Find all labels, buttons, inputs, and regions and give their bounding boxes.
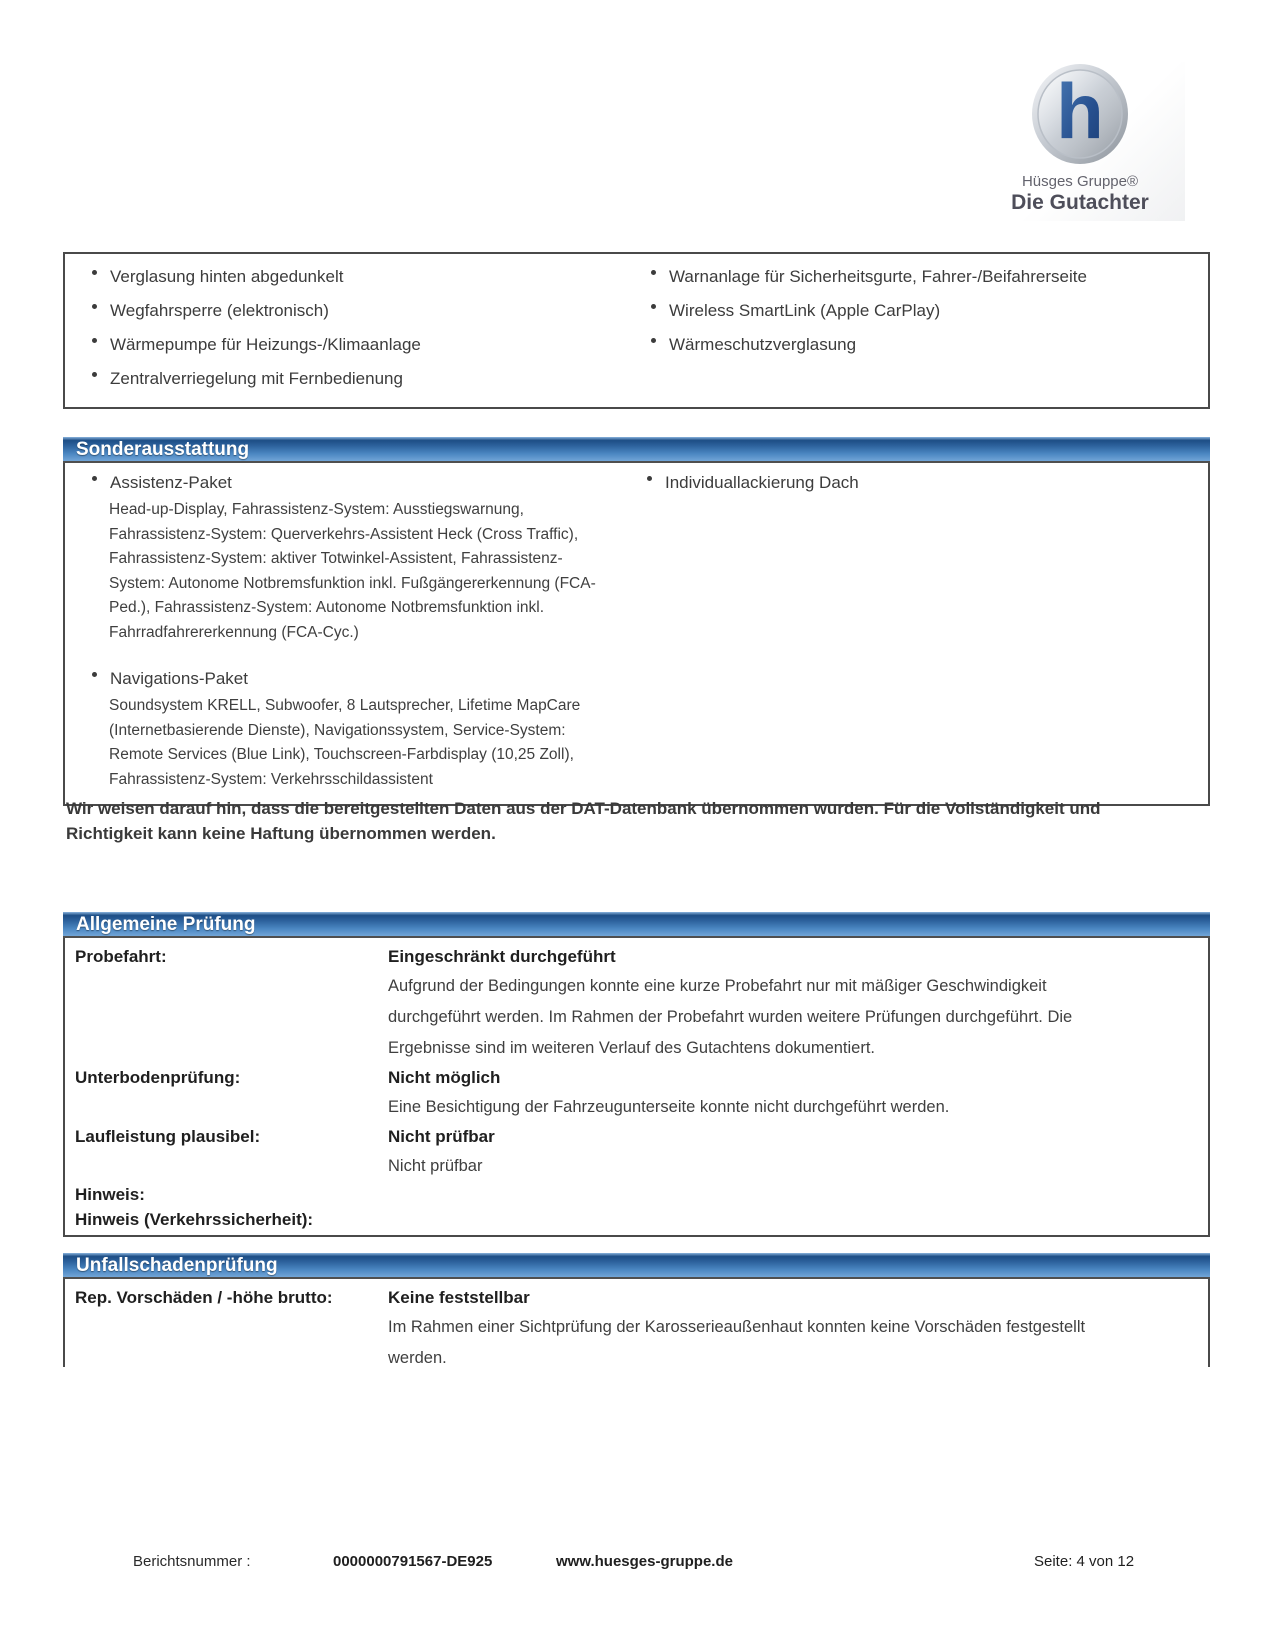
section-header: Unfallschadenprüfung — [63, 1253, 1210, 1279]
list-item — [92, 267, 637, 287]
equipment-item-label: Wegfahrsperre (elektronisch) — [110, 301, 329, 320]
equipment-item-label: Wärmepumpe für Heizungs-/Klimaanlage — [110, 335, 421, 354]
row-label: Laufleistung plausibel: — [75, 1127, 261, 1146]
section-body — [63, 938, 1210, 1237]
bullet-icon — [651, 338, 656, 343]
package-description: Soundsystem KRELL, Subwoofer, 8 Lautsprecher, Lifetime MapCare (Internetbasierende Dienste), Navigationssystem, Service-System: Remote Services (Blue Link), Touchscreen-Farbdisplay (10,25 Zoll), Fahrassistenz-System: Verkehrsschildassistent — [109, 697, 581, 788]
equipment-item-label: Wireless SmartLink (Apple CarPlay) — [669, 301, 941, 320]
section-sonderausstattung — [63, 437, 1210, 806]
report-number-value: 0000000791567-DE925 — [333, 1553, 493, 1570]
row-value — [388, 1182, 1138, 1207]
page-indicator: Seite: 4 von 12 — [1034, 1553, 1135, 1570]
section-body — [63, 463, 1210, 806]
row-result: Eingeschränkt durchgeführt — [388, 947, 616, 966]
bullet-icon — [92, 338, 97, 343]
list-item — [92, 369, 637, 389]
bullet-icon — [651, 304, 656, 309]
table-row — [65, 1207, 1208, 1232]
package-item — [92, 669, 635, 792]
bullet-icon — [92, 672, 97, 677]
bullet-icon — [651, 270, 656, 275]
bullet-icon — [92, 304, 97, 309]
sonderausstattung-column-right — [635, 473, 1208, 804]
section-allgemeine-pruefung — [63, 912, 1210, 1237]
row-result: Keine feststellbar — [388, 1288, 530, 1307]
package-title-label: Navigations-Paket — [110, 669, 248, 688]
bullet-icon — [92, 270, 97, 275]
package-title — [92, 473, 635, 493]
equipment-item-label: Zentralverriegelung mit Fernbedienung — [110, 369, 403, 388]
table-row — [65, 1064, 1208, 1123]
row-label: Rep. Vorschäden / -höhe brutto: — [75, 1288, 333, 1307]
equipment-item-label: Individuallackierung Dach — [665, 473, 859, 492]
equipment-item-label: Warnanlage für Sicherheitsgurte, Fahrer-/Beifahrerseite — [669, 267, 1087, 286]
equipment-item-label: Verglasung hinten abgedunkelt — [110, 267, 344, 286]
table-row — [65, 1284, 1208, 1374]
table-row — [65, 943, 1208, 1064]
list-item — [92, 335, 637, 355]
equipment-box — [63, 252, 1210, 409]
list-item — [92, 301, 637, 321]
equipment-column-left — [65, 267, 637, 403]
row-label: Unterbodenprüfung: — [75, 1068, 241, 1087]
row-value — [388, 1284, 1138, 1374]
logo-orb-icon — [1030, 62, 1130, 166]
list-item — [651, 267, 1208, 287]
bullet-icon — [92, 476, 97, 481]
brand-tagline: Die Gutachter — [1011, 191, 1149, 214]
section-header: Allgemeine Prüfung — [63, 912, 1210, 938]
row-label: Hinweis: — [75, 1185, 145, 1204]
sonderausstattung-column-left — [65, 473, 635, 804]
list-item — [651, 335, 1208, 355]
section-body — [63, 1279, 1210, 1367]
dat-disclaimer-text: Wir weisen darauf hin, dass die bereitgestellten Daten aus der DAT-Datenbank übernommen wurden. Für die Vollständigkeit und Richtigkeit kann keine Haftung übernommen werden. — [66, 799, 1101, 843]
section-header: Sonderausstattung — [63, 437, 1210, 463]
row-label: Hinweis (Verkehrssicherheit): — [75, 1210, 314, 1229]
row-note: Im Rahmen einer Sichtprüfung der Karosserieaußenhaut konnten keine Vorschäden festgestellt werden. — [388, 1318, 1086, 1367]
row-value — [388, 1064, 1138, 1123]
row-value — [388, 1207, 1138, 1232]
package-title-label: Assistenz-Paket — [110, 473, 232, 492]
company-website: www.huesges-gruppe.de — [556, 1553, 733, 1570]
row-result: Nicht möglich — [388, 1068, 501, 1087]
brand-group-name: Hüsges Gruppe® — [1021, 173, 1139, 190]
equipment-item-label: Wärmeschutzverglasung — [669, 335, 857, 354]
table-row — [65, 1182, 1208, 1207]
package-item — [92, 473, 635, 645]
list-item — [647, 473, 1208, 493]
row-label: Probefahrt: — [75, 947, 167, 966]
row-value — [388, 1123, 1138, 1182]
row-result: Nicht prüfbar — [388, 1127, 495, 1146]
row-note: Eine Besichtigung der Fahrzeugunterseite konnte nicht durchgeführt werden. — [388, 1098, 950, 1116]
equipment-column-right — [637, 267, 1208, 403]
row-note: Aufgrund der Bedingungen konnte eine kurze Probefahrt nur mit mäßiger Geschwindigkeit durchgeführt werden. Im Rahmen der Probefahrt wurden weitere Prüfungen durchgeführt. Die Ergebnisse sind im weiteren Verlauf des Gutachtens dokumentiert. — [388, 977, 1073, 1057]
bullet-icon — [647, 476, 652, 481]
row-note: Nicht prüfbar — [388, 1157, 483, 1175]
section-unfallschadenpruefung — [63, 1253, 1210, 1367]
package-description: Head-up-Display, Fahrassistenz-System: Ausstiegswarnung, Fahrassistenz-System: Querverkehrs-Assistent Heck (Cross Traffic), Fahrassistenz-System: aktiver Totwinkel-Assistent, Fahrassistenz-System: Autonome Notbremsfunktion inkl. Fußgängererkennung (FCA-Ped.), Fahrassistenz-System: Autonome Notbremsfunktion inkl. Fahrradfahrererkennung (FCA-Cyc.) — [109, 501, 596, 641]
package-title — [92, 669, 635, 689]
bullet-icon — [92, 372, 97, 377]
page-footer — [0, 1553, 1275, 1575]
table-row — [65, 1123, 1208, 1182]
company-logo — [975, 62, 1185, 221]
list-item — [651, 301, 1208, 321]
row-value — [388, 943, 1138, 1064]
report-number-label: Berichtsnummer : — [133, 1553, 251, 1570]
svg-text:h: h — [1056, 67, 1104, 155]
